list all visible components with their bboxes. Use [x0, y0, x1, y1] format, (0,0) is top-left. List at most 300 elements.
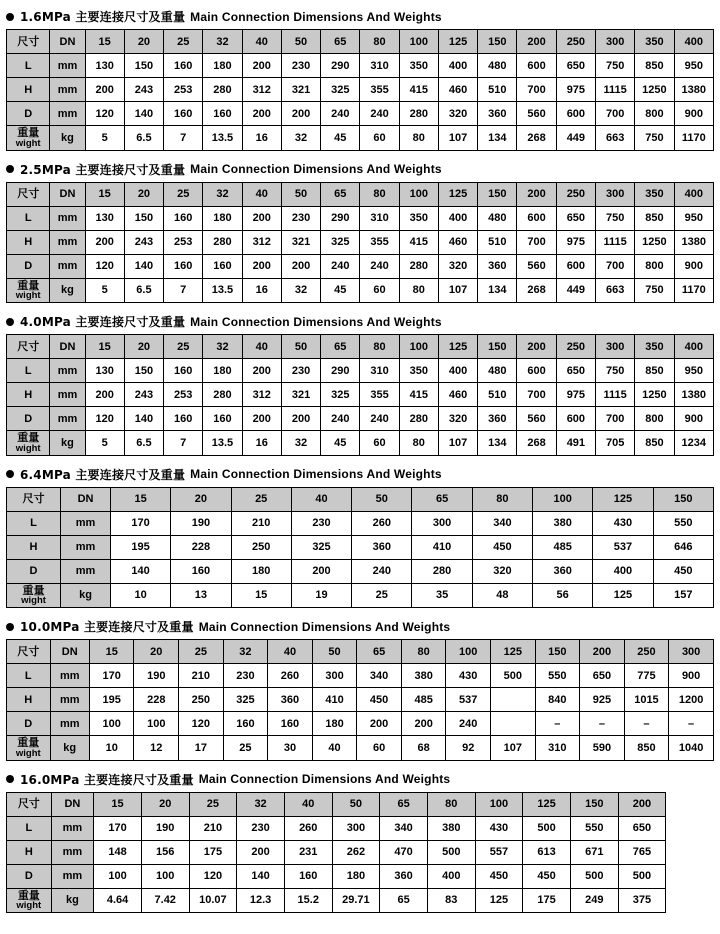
data-cell: 240	[360, 102, 399, 126]
bullet-icon	[6, 775, 14, 783]
data-cell: 310	[360, 359, 399, 383]
data-cell: 5	[85, 431, 124, 456]
data-cell: 430	[475, 816, 523, 840]
data-cell: 765	[618, 840, 666, 864]
data-cell: 200	[242, 54, 281, 78]
data-cell: 40	[312, 736, 357, 761]
header-cell-dn-value: 25	[164, 182, 203, 206]
data-cell: 646	[653, 535, 713, 559]
data-cell: 200	[242, 359, 281, 383]
header-cell-dn-value: 32	[237, 792, 285, 816]
data-cell: 175	[523, 888, 571, 913]
data-cell: 130	[85, 54, 124, 78]
data-cell: 15	[231, 583, 291, 608]
data-cell: 180	[203, 54, 242, 78]
row-label: 重量 wight	[7, 888, 52, 913]
data-cell: 6.5	[124, 126, 163, 151]
section-heading	[0, 771, 720, 792]
data-cell: 1200	[669, 688, 714, 712]
header-cell-size: 尺寸	[7, 182, 50, 206]
header-cell-dn-value: 300	[596, 335, 635, 359]
data-cell: 107	[438, 126, 477, 151]
row-label: H	[7, 78, 50, 102]
data-cell: 840	[535, 688, 580, 712]
data-cell: 360	[268, 688, 313, 712]
data-cell: –	[624, 712, 669, 736]
data-cell: 460	[438, 383, 477, 407]
header-cell-dn-value: 250	[556, 335, 595, 359]
data-cell: 1115	[596, 383, 635, 407]
row-unit: kg	[50, 126, 85, 151]
data-cell: 590	[580, 736, 625, 761]
data-cell: 150	[124, 54, 163, 78]
data-cell: 280	[412, 559, 472, 583]
header-cell-dn-value: 400	[674, 335, 713, 359]
data-cell: 30	[268, 736, 313, 761]
data-cell: 228	[134, 688, 179, 712]
row-unit: mm	[51, 840, 94, 864]
data-cell: 56	[533, 583, 593, 608]
data-cell: 260	[268, 664, 313, 688]
data-cell: 140	[110, 559, 170, 583]
data-cell: 230	[281, 206, 320, 230]
data-cell: 750	[635, 126, 674, 151]
header-cell-dn-value: 125	[593, 487, 653, 511]
section-heading	[0, 618, 720, 639]
row-label: L	[7, 511, 61, 535]
data-cell: 537	[593, 535, 653, 559]
data-cell: 107	[438, 278, 477, 303]
data-cell: 485	[533, 535, 593, 559]
data-cell: 280	[203, 230, 242, 254]
data-cell: 260	[352, 511, 412, 535]
data-cell: 130	[85, 359, 124, 383]
data-cell: 200	[281, 254, 320, 278]
header-cell-dn-value: 65	[321, 30, 360, 54]
row-label: 重量 wight	[7, 278, 50, 303]
data-cell: 60	[357, 736, 402, 761]
row-unit: kg	[51, 888, 94, 913]
data-cell: 231	[284, 840, 332, 864]
data-cell: 290	[321, 359, 360, 383]
data-cell: 150	[124, 206, 163, 230]
data-cell: 243	[124, 230, 163, 254]
dimensions-table	[6, 639, 714, 761]
data-cell: 150	[124, 359, 163, 383]
data-cell: 1170	[674, 278, 713, 303]
data-cell: 1380	[674, 78, 713, 102]
table-row	[7, 407, 714, 431]
data-cell: 35	[412, 583, 472, 608]
row-unit: kg	[50, 278, 85, 303]
data-cell: 268	[517, 126, 556, 151]
data-cell: 268	[517, 278, 556, 303]
header-cell-dn-value: 40	[242, 335, 281, 359]
data-cell: 5	[85, 278, 124, 303]
header-cell-size: 尺寸	[7, 335, 50, 359]
data-cell: 280	[399, 407, 438, 431]
table-row	[7, 254, 714, 278]
row-label: 重量 wight	[7, 583, 61, 608]
data-cell: 700	[517, 230, 556, 254]
data-cell: 550	[570, 816, 618, 840]
data-cell: 32	[281, 126, 320, 151]
data-cell: 325	[291, 535, 351, 559]
data-cell: 850	[635, 359, 674, 383]
data-cell: 16	[242, 278, 281, 303]
data-cell: 800	[635, 102, 674, 126]
header-cell-dn-value: 50	[352, 487, 412, 511]
table-row	[7, 864, 714, 888]
data-cell: 557	[475, 840, 523, 864]
data-cell: 705	[596, 431, 635, 456]
data-cell: 7	[164, 431, 203, 456]
data-cell: 160	[164, 407, 203, 431]
data-cell: 320	[438, 407, 477, 431]
data-cell: 430	[593, 511, 653, 535]
data-cell: 400	[593, 559, 653, 583]
header-cell-dn-value: 100	[399, 182, 438, 206]
data-cell: 180	[332, 864, 380, 888]
data-cell: 1250	[635, 230, 674, 254]
data-cell: 10.07	[189, 888, 237, 913]
header-cell-dn-value: 100	[446, 640, 491, 664]
header-cell-dn-value: 25	[164, 335, 203, 359]
section-heading	[0, 161, 720, 182]
data-cell: 13	[171, 583, 231, 608]
row-label: L	[7, 206, 50, 230]
data-cell: 360	[352, 535, 412, 559]
section-title-en: Main Connection Dimensions And Weights	[190, 162, 442, 177]
data-cell: 700	[517, 78, 556, 102]
header-cell-dn-value: 350	[635, 182, 674, 206]
data-cell: 60	[360, 431, 399, 456]
data-cell: 290	[321, 206, 360, 230]
data-cell: 240	[360, 254, 399, 278]
data-cell: 600	[556, 407, 595, 431]
data-cell: 48	[472, 583, 532, 608]
data-cell: 120	[85, 407, 124, 431]
data-cell: 92	[446, 736, 491, 761]
row-label: L	[7, 664, 51, 688]
data-cell: 430	[446, 664, 491, 688]
header-cell-dn: DN	[50, 640, 89, 664]
data-cell: 200	[242, 254, 281, 278]
data-cell: 210	[189, 816, 237, 840]
row-label: H	[7, 230, 50, 254]
data-cell: 80	[399, 431, 438, 456]
data-cell: 550	[535, 664, 580, 688]
data-cell: 13.5	[203, 431, 242, 456]
data-cell: 12.3	[237, 888, 285, 913]
data-cell: 134	[478, 126, 517, 151]
data-cell: 325	[223, 688, 268, 712]
data-cell: 100	[141, 864, 189, 888]
data-cell: 600	[517, 359, 556, 383]
row-label: H	[7, 840, 52, 864]
bullet-icon	[6, 470, 14, 478]
header-cell-dn-value: 400	[674, 182, 713, 206]
header-cell-dn-value: 100	[399, 335, 438, 359]
data-cell: 240	[446, 712, 491, 736]
data-cell: 375	[618, 888, 666, 913]
data-cell: 230	[281, 54, 320, 78]
data-cell: 800	[635, 407, 674, 431]
row-label: D	[7, 102, 50, 126]
data-cell: 360	[533, 559, 593, 583]
data-cell: 100	[134, 712, 179, 736]
data-cell: 1380	[674, 230, 713, 254]
table-row	[7, 664, 714, 688]
data-cell: 4.64	[94, 888, 142, 913]
data-cell: 190	[141, 816, 189, 840]
pressure-spec-section	[0, 313, 720, 456]
data-cell: 350	[399, 359, 438, 383]
data-cell: 320	[472, 559, 532, 583]
table-row	[7, 840, 714, 864]
data-cell: 700	[517, 383, 556, 407]
table-row	[7, 535, 714, 559]
row-unit: mm	[51, 816, 94, 840]
header-cell-dn-value: 50	[312, 640, 357, 664]
data-cell: 355	[360, 78, 399, 102]
header-cell-dn-value: 20	[134, 640, 179, 664]
data-cell: 13.5	[203, 278, 242, 303]
data-cell: 975	[556, 383, 595, 407]
data-cell: 663	[596, 278, 635, 303]
bullet-icon	[6, 318, 14, 326]
data-cell: 260	[284, 816, 332, 840]
header-cell-dn-value: 65	[357, 640, 402, 664]
section-heading	[0, 8, 720, 29]
data-cell: 280	[203, 78, 242, 102]
data-cell: 312	[242, 230, 281, 254]
data-cell: 350	[399, 54, 438, 78]
data-cell: –	[580, 712, 625, 736]
data-cell: 360	[380, 864, 428, 888]
header-cell-size: 尺寸	[7, 30, 50, 54]
data-cell: 240	[360, 407, 399, 431]
data-cell: 750	[635, 278, 674, 303]
data-cell: 240	[321, 254, 360, 278]
data-cell: 160	[203, 102, 242, 126]
data-cell: –	[535, 712, 580, 736]
data-cell: 210	[179, 664, 224, 688]
data-cell: 671	[570, 840, 618, 864]
data-cell: 750	[596, 54, 635, 78]
header-cell-dn-value: 40	[242, 30, 281, 54]
data-cell: 160	[164, 54, 203, 78]
data-cell: 850	[635, 206, 674, 230]
data-cell: 200	[357, 712, 402, 736]
header-cell-dn-value: 20	[171, 487, 231, 511]
data-cell: 310	[360, 54, 399, 78]
data-cell: 140	[124, 407, 163, 431]
data-cell: 325	[321, 230, 360, 254]
section-heading	[0, 313, 720, 334]
header-cell-dn-value: 100	[533, 487, 593, 511]
header-cell-dn-value: 15	[85, 335, 124, 359]
data-cell: 6.5	[124, 278, 163, 303]
header-cell-dn-value: 250	[624, 640, 669, 664]
data-cell: 480	[478, 359, 517, 383]
section-title-cn: 4.0MPa 主要连接尺寸及重量	[20, 315, 186, 330]
data-cell: 230	[237, 816, 285, 840]
section-title-en: Main Connection Dimensions And Weights	[198, 772, 451, 787]
data-cell: 975	[556, 230, 595, 254]
row-label: L	[7, 54, 50, 78]
header-cell-dn-value: 50	[281, 182, 320, 206]
data-cell: 415	[399, 230, 438, 254]
table-row	[7, 359, 714, 383]
table-row	[7, 736, 714, 761]
data-cell: 613	[523, 840, 571, 864]
data-cell: 550	[653, 511, 713, 535]
data-cell: 134	[478, 431, 517, 456]
header-cell-dn-value: 32	[223, 640, 268, 664]
data-cell: 415	[399, 383, 438, 407]
data-cell: 60	[360, 126, 399, 151]
table-header-row	[7, 792, 714, 816]
data-cell: 480	[478, 206, 517, 230]
data-cell: 900	[669, 664, 714, 688]
bullet-icon	[6, 165, 14, 173]
data-cell: 200	[281, 102, 320, 126]
data-cell: 249	[570, 888, 618, 913]
data-cell	[490, 688, 535, 712]
header-cell-dn-value: 32	[203, 182, 242, 206]
header-cell-size: 尺寸	[7, 640, 51, 664]
data-cell: 253	[164, 383, 203, 407]
table-row	[7, 712, 714, 736]
data-cell: 750	[596, 206, 635, 230]
data-cell: 1040	[669, 736, 714, 761]
data-cell: 900	[674, 254, 713, 278]
header-cell-dn-value: 150	[478, 335, 517, 359]
data-cell: 16	[242, 431, 281, 456]
header-cell-dn-value: 40	[268, 640, 313, 664]
table-row	[7, 688, 714, 712]
row-unit: mm	[50, 359, 85, 383]
data-cell: 230	[281, 359, 320, 383]
dimensions-table	[6, 792, 714, 914]
row-label: L	[7, 359, 50, 383]
data-cell: 200	[242, 407, 281, 431]
header-cell-dn-value: 80	[472, 487, 532, 511]
table-row	[7, 383, 714, 407]
data-cell: 230	[291, 511, 351, 535]
row-label: 重量 wight	[7, 126, 50, 151]
data-cell: 45	[321, 126, 360, 151]
data-cell: 200	[291, 559, 351, 583]
header-cell-dn-value: 15	[85, 182, 124, 206]
header-cell-dn: DN	[50, 30, 85, 54]
header-cell-dn-value: 40	[242, 182, 281, 206]
data-cell: 775	[624, 664, 669, 688]
data-cell: 7.42	[141, 888, 189, 913]
header-cell-dn: DN	[50, 182, 85, 206]
table-row	[7, 230, 714, 254]
data-cell: 400	[427, 864, 475, 888]
data-cell: 350	[399, 206, 438, 230]
data-cell: 950	[674, 54, 713, 78]
data-cell: 400	[438, 206, 477, 230]
table-row	[7, 206, 714, 230]
section-title-en: Main Connection Dimensions And Weights	[198, 619, 451, 634]
data-cell: 13.5	[203, 126, 242, 151]
dimensions-table	[6, 334, 714, 456]
data-cell: 300	[312, 664, 357, 688]
data-cell: 80	[399, 126, 438, 151]
table-row	[7, 583, 714, 608]
data-cell: 25	[352, 583, 412, 608]
data-cell: 340	[357, 664, 402, 688]
data-cell: 100	[89, 712, 134, 736]
data-cell: 500	[427, 840, 475, 864]
bullet-icon	[6, 13, 14, 21]
header-cell-dn-value: 80	[427, 792, 475, 816]
data-cell: 25	[223, 736, 268, 761]
table-row	[7, 102, 714, 126]
data-cell: 700	[596, 407, 635, 431]
header-cell-dn-value: 100	[475, 792, 523, 816]
header-cell-dn-value: 20	[124, 335, 163, 359]
data-cell: 200	[242, 206, 281, 230]
data-cell: 480	[478, 54, 517, 78]
header-cell-dn-value: 150	[478, 30, 517, 54]
data-cell: 240	[352, 559, 412, 583]
data-cell: 700	[596, 102, 635, 126]
data-cell: 160	[171, 559, 231, 583]
data-cell: 380	[401, 664, 446, 688]
header-cell-dn-value: 80	[360, 182, 399, 206]
dimensions-table	[6, 182, 714, 304]
data-cell: 29.71	[332, 888, 380, 913]
data-cell: 320	[438, 254, 477, 278]
data-cell: 1380	[674, 383, 713, 407]
section-heading	[0, 466, 720, 487]
data-cell: 950	[674, 359, 713, 383]
header-cell-dn-value: 25	[179, 640, 224, 664]
row-label: L	[7, 816, 52, 840]
data-cell: 160	[203, 407, 242, 431]
data-cell: 380	[533, 511, 593, 535]
data-cell: 156	[141, 840, 189, 864]
row-unit: mm	[50, 407, 85, 431]
header-cell-dn-value: 40	[284, 792, 332, 816]
data-cell: 200	[85, 230, 124, 254]
data-cell: 200	[242, 102, 281, 126]
pressure-spec-section	[0, 618, 720, 761]
data-cell: 120	[189, 864, 237, 888]
data-cell: 83	[427, 888, 475, 913]
header-cell-dn-value: 150	[478, 182, 517, 206]
header-cell-dn-value: 300	[669, 640, 714, 664]
header-cell-dn-value: 25	[189, 792, 237, 816]
header-cell-dn-value: 80	[401, 640, 446, 664]
data-cell: 253	[164, 230, 203, 254]
header-cell-dn-value: 32	[203, 335, 242, 359]
row-unit: mm	[61, 559, 111, 583]
data-cell: 925	[580, 688, 625, 712]
data-cell: 134	[478, 278, 517, 303]
data-cell: 10	[89, 736, 134, 761]
table-row	[7, 816, 714, 840]
pressure-spec-section	[0, 161, 720, 304]
data-cell: 400	[438, 359, 477, 383]
data-cell: 195	[89, 688, 134, 712]
data-cell: 850	[624, 736, 669, 761]
